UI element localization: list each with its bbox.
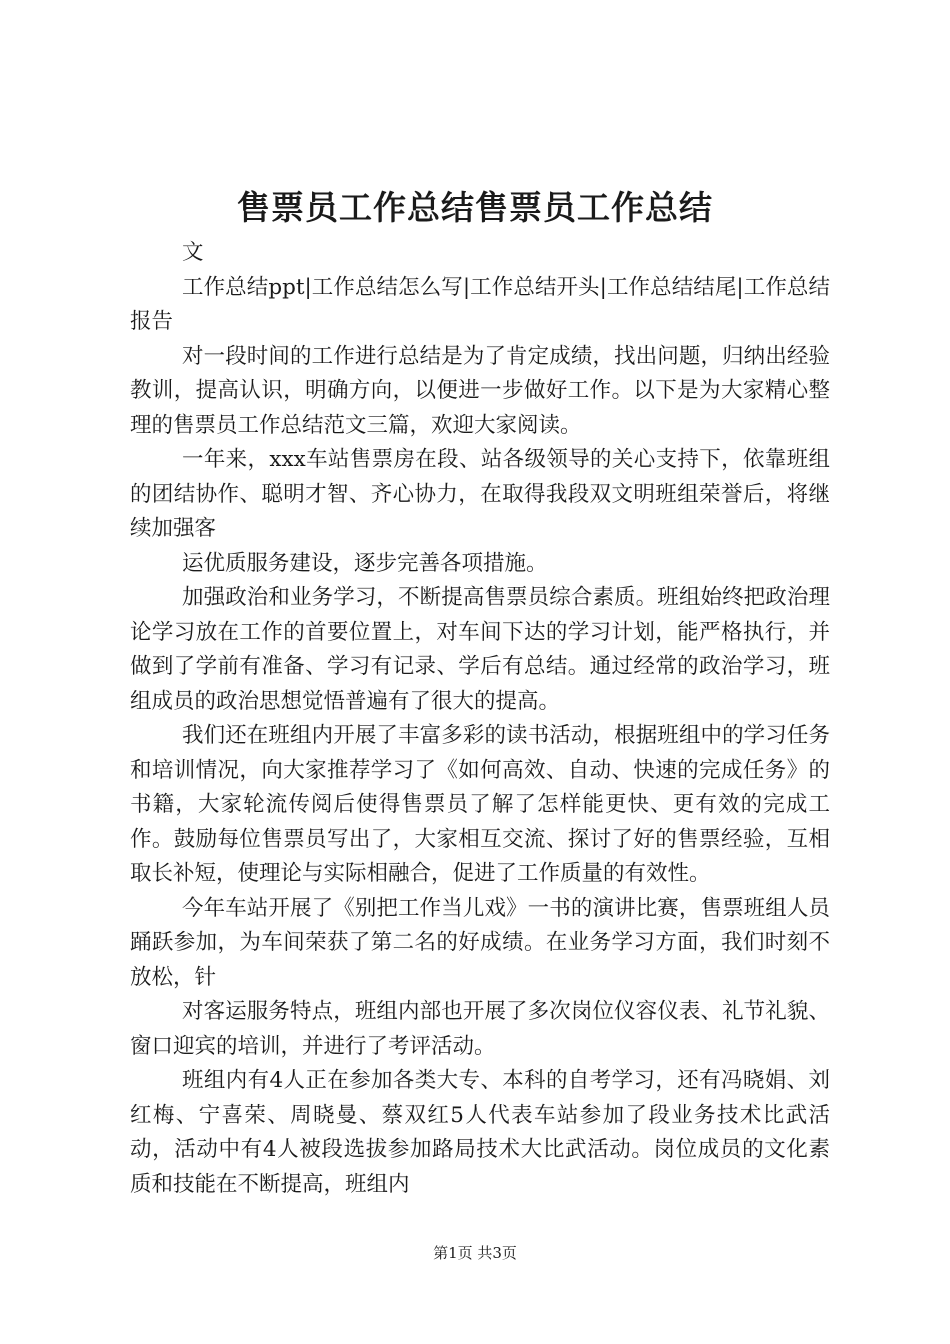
paragraph: 运优质服务建设，逐步完善各项措施。 <box>182 550 548 576</box>
paragraph: 对客运服务特点，班组内部也开展了多次岗位仪容仪表、礼节礼貌、窗口迎宾的培训，并进行了考评活动。 <box>130 999 830 1059</box>
document-title: 售票员工作总结售票员工作总结 <box>237 188 713 227</box>
paragraph: 今年车站开展了《别把工作当儿戏》一书的演讲比赛，售票班组人员踊跃参加，为车间荣获了第二名的好成绩。在业务学习方面，我们时刻不放松，针 <box>130 895 830 990</box>
paragraph: 加强政治和业务学习，不断提高售票员综合素质。班组始终把政治理论学习放在工作的首要位置上，对车间下达的学习计划，能严格执行，并做到了学前有准备、学习有记录、学后有总结。通过经常的政治学习，班组成员的政治思想觉悟普遍有了很大的提高。 <box>130 585 830 714</box>
paragraph: 文 <box>182 240 204 265</box>
paragraph: 我们还在班组内开展了丰富多彩的读书活动，根据班组中的学习任务和培训情况，向大家推荐学习了《如何高效、自动、快速的完成任务》的书籍，大家轮流传阅后使得售票员了解了怎样能更快、更有效的完成工作。鼓励每位售票员写出了，大家相互交流、探讨了好的售票经验，互相取长补短，使理论与实际相融合，促进了工作质量的有效性。 <box>130 723 830 886</box>
paragraph: 一年来，xxx车站售票房在段、站各级领导的关心支持下，依靠班组的团结协作、聪明才智、齐心协力，在取得我段双文明班组荣誉后，将继续加强客 <box>130 447 830 541</box>
paragraph: 对一段时间的工作进行总结是为了肯定成绩，找出问题，归纳出经验教训，提高认识，明确方向，以便进一步做好工作。以下是为大家精心整理的售票员工作总结范文三篇，欢迎大家阅读。 <box>130 343 830 438</box>
paragraph: 工作总结ppt|工作总结怎么写|工作总结开头|工作总结结尾|工作总结报告 <box>130 274 830 334</box>
document-body <box>130 236 830 1202</box>
paragraph: 班组内有4人正在参加各类大专、本科的自考学习，还有冯晓娟、刘红梅、宁喜荣、周晓曼、蔡双红5人代表车站参加了段业务技术比武活动，活动中有4人被段选拔参加路局技术大比武活动。岗位成员的文化素质和技能在不断提高，班组内 <box>130 1068 830 1197</box>
page-footer: 第1页 共3页 <box>433 1244 517 1262</box>
